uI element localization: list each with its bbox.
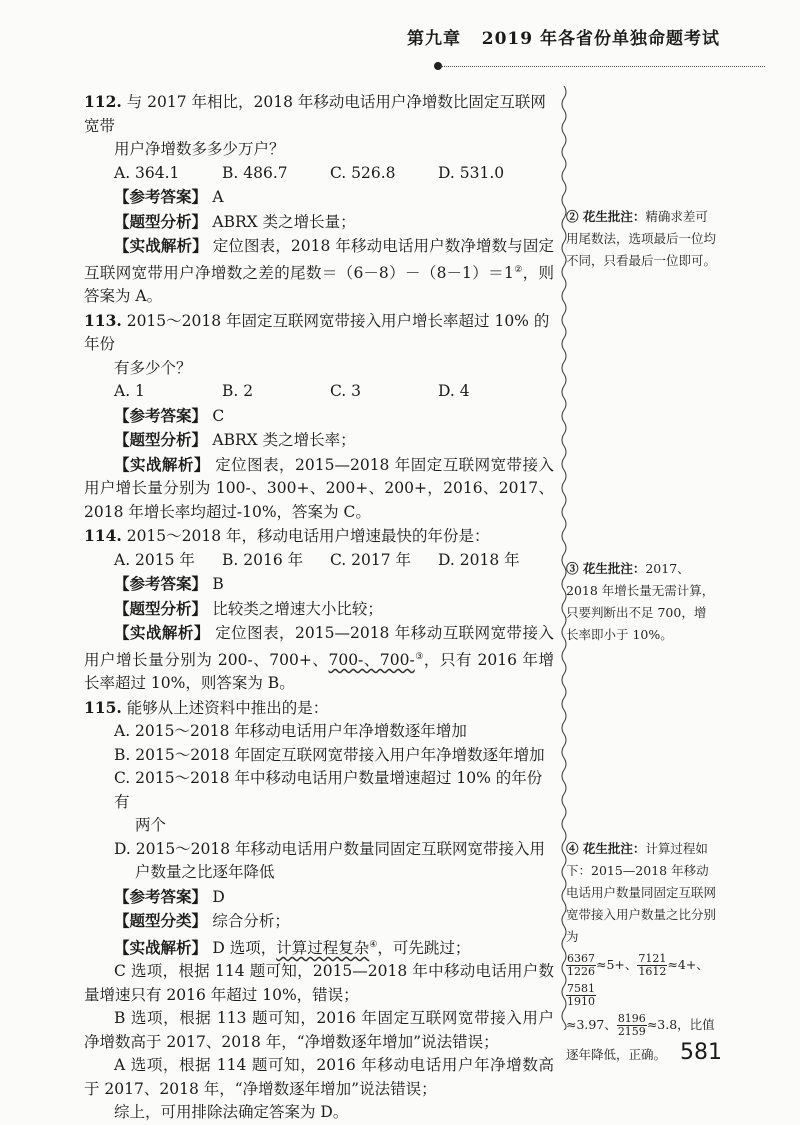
- option-d: D. 2015～2018 年移动电话用户数量同固定互联网宽带接入用: [114, 839, 546, 858]
- question-stem: 能够从上述资料中推出的是：: [126, 698, 329, 717]
- fraction-result: ≈5+、: [596, 957, 638, 972]
- option-a: A. 1: [114, 382, 145, 401]
- option-b: B. 486.7: [222, 163, 288, 182]
- fraction-4: [617, 1013, 647, 1038]
- note-label: ④ 花生批注：: [566, 841, 646, 856]
- question-number: 115.: [84, 697, 122, 717]
- numerator: 6367: [567, 952, 595, 965]
- fraction-3: [566, 983, 596, 1008]
- analysis-text: 定位图表，2015—2018 年移动互联网宽带接入用户增长量分别为 200-、700+、: [84, 624, 554, 669]
- footnote-ref: ②: [513, 264, 523, 275]
- question-number: 114.: [84, 526, 122, 546]
- option-d: D. 4: [438, 382, 470, 401]
- analysis-conclusion: 综上，可用排除法确定答案为 D。: [114, 1103, 349, 1122]
- analysis-end: ，则答案为 A。: [84, 263, 554, 306]
- footnote-ref: ③: [414, 651, 424, 662]
- analysis-text: 定位图表，2015—2018 年固定互联网宽带接入用户增长量分别为 100-、300+、200+、200+，2016、2017、2018 年增长率均超过-10%，答案为 C。: [84, 455, 554, 521]
- note-text: 2017、2018 年增长量无需计算，只要判断出不足 700，增长率即小于 10%。: [566, 561, 715, 642]
- option-c: C. 2015～2018 年中移动电话用户数量增速超过 10% 的年份有: [114, 769, 543, 811]
- fraction-result: ≈4+、: [667, 957, 709, 972]
- analysis-label: 【实战解析】: [114, 236, 208, 255]
- option-c: C. 526.8: [330, 163, 396, 182]
- analysis-end: ，只有 2016 年增长率超过 10%，则答案为 B。: [84, 650, 554, 693]
- question-stem-cont: 用户净增数多多少万户？: [114, 140, 285, 158]
- answer-label: 【参考答案】: [114, 574, 208, 594]
- answer-label: 【参考答案】: [114, 886, 208, 906]
- option-d-cont: 户数量之比逐年降低: [135, 863, 275, 882]
- note-text: 精确求差可用尾数法，选项最后一位均不同，只看最后一位即可。: [566, 209, 717, 268]
- type-label: 【题型分类】: [114, 911, 208, 931]
- question-stem: 与 2017 年相比，2018 年移动电话用户净增数比固定互联网宽带: [84, 93, 546, 135]
- option-c: C. 2017 年: [330, 550, 412, 569]
- analysis-paragraph: C 选项，根据 114 题可知，2015—2018 年中移动电话用户数量增速只有 2016 年超过 10%，错误；: [84, 962, 554, 1004]
- question-stem: 2015～2018 年，移动电话用户增速最快的年份是：: [126, 527, 490, 546]
- fraction-1: [566, 953, 596, 978]
- options: [84, 549, 554, 573]
- options: [84, 162, 554, 186]
- answer-value: D: [212, 887, 225, 906]
- denominator: 1226: [567, 965, 595, 978]
- fraction-line: [566, 950, 718, 1010]
- options: [84, 380, 554, 404]
- note-text: 计算过程如下：2015—2018 年移动电话用户数量同固定互联网宽带接入用户数量之比分别为: [566, 841, 717, 944]
- analysis-label: 【实战解析】: [114, 623, 210, 643]
- header-chapter: 第九章: [407, 29, 461, 49]
- option-a: A. 2015 年: [114, 550, 195, 569]
- question-number: 112.: [84, 92, 122, 111]
- type-value: ABRX 类之增长率；: [212, 431, 356, 450]
- analysis-end: ，可先跳过；: [377, 938, 471, 957]
- main-column: [84, 90, 554, 1125]
- question-115: [84, 696, 554, 1125]
- side-note-4: [566, 838, 718, 1070]
- type-value: ABRX 类之增长量；: [212, 212, 356, 231]
- note-label: ③ 花生批注：: [566, 561, 646, 576]
- footnote-ref: ④: [369, 939, 378, 950]
- type-label: 【题型分析】: [114, 211, 208, 231]
- analysis-text: 定位图表，2018 年移动电话用户数净增数与固定互联网宽带用户净增数之差的尾数＝（6－8）－（8－1）＝1: [84, 237, 554, 282]
- option-d: D. 531.0: [438, 163, 505, 182]
- wavy-underlined-text: 700-、700-: [328, 650, 415, 669]
- fraction-result: ≈3.8，比值逐年降低，正确。: [566, 1017, 715, 1062]
- answer-value: A: [212, 188, 224, 206]
- analysis-label: 【实战解析】: [114, 454, 210, 474]
- header-title: 2019 年各省份单独命题考试: [481, 29, 720, 49]
- option-c: C. 3: [330, 382, 362, 401]
- type-value: 综合分析；: [212, 912, 290, 931]
- question-stem: 2015～2018 年固定互联网宽带接入用户增长率超过 10% 的年份: [84, 311, 550, 354]
- type-label: 【题型分析】: [114, 430, 208, 450]
- analysis-text: D 选项，: [212, 938, 277, 957]
- option-c-cont: 两个: [135, 816, 167, 835]
- answer-value: C: [212, 406, 225, 425]
- denominator: 2159: [617, 1025, 646, 1038]
- option-a: A. 364.1: [114, 163, 180, 182]
- question-stem-cont: 有多少个？: [114, 358, 192, 377]
- type-value: 比较类之增速大小比较；: [212, 599, 383, 618]
- analysis-paragraph: A 选项，根据 114 题可知，2016 年移动电话用户年净增数高于 2017、2018 年，“净增数逐年增加”说法错误；: [84, 1056, 554, 1098]
- answer-label: 【参考答案】: [114, 187, 208, 206]
- page-number: 581: [680, 1040, 722, 1065]
- question-113: [84, 309, 554, 525]
- analysis-label: 【实战解析】: [114, 937, 208, 957]
- denominator: 1612: [638, 965, 667, 978]
- question-112: [84, 90, 554, 309]
- answer-label: 【参考答案】: [114, 405, 208, 425]
- numerator: 7581: [567, 982, 595, 995]
- type-label: 【题型分析】: [114, 598, 208, 618]
- numerator: 7121: [638, 952, 667, 965]
- header-rule: [440, 66, 765, 67]
- numerator: 8196: [617, 1012, 646, 1025]
- note-label: ② 花生批注：: [566, 209, 646, 224]
- question-114: [84, 524, 554, 696]
- denominator: 1910: [567, 995, 595, 1008]
- wavy-underlined-text: 计算过程复杂: [276, 938, 370, 957]
- question-number: 113.: [84, 310, 122, 330]
- option-d: D. 2018 年: [438, 550, 520, 569]
- fraction-result: ≈3.97、: [566, 1017, 617, 1032]
- option-b: B. 2: [222, 382, 254, 401]
- answer-value: B: [212, 575, 224, 594]
- fraction-2: [637, 953, 667, 978]
- option-b: B. 2015～2018 年固定互联网宽带接入用户年净增数逐年增加: [114, 745, 545, 764]
- side-note-3: [566, 558, 716, 646]
- option-a: A. 2015～2018 年移动电话用户年净增数逐年增加: [114, 722, 467, 741]
- side-note-2: [566, 206, 716, 272]
- option-b: B. 2016 年: [222, 550, 304, 569]
- analysis-paragraph: B 选项，根据 113 题可知，2016 年固定互联网宽带接入用户净增数高于 2017、2018 年，“净增数逐年增加”说法错误；: [84, 1009, 554, 1051]
- running-header: [407, 24, 720, 49]
